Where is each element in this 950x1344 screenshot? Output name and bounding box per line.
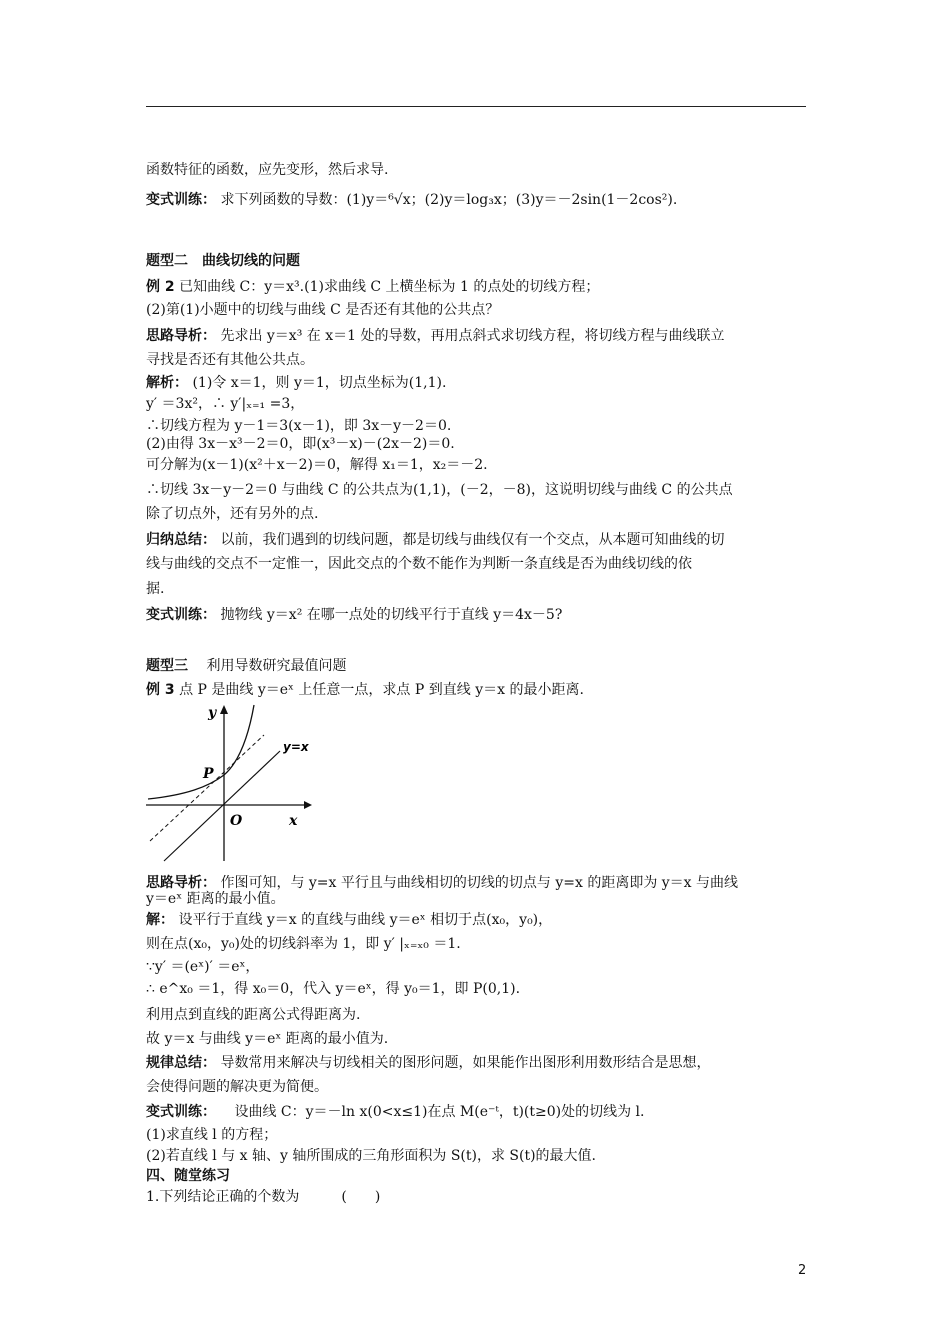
line-text: 会使得问题的解决更为简便。 — [146, 1079, 328, 1095]
page-number: 2 — [798, 1263, 807, 1278]
line-text: 利用导数研究最值问题 — [192, 658, 347, 674]
origin-label: O — [230, 813, 243, 829]
line-label: 变式训练： — [146, 607, 216, 623]
line-label: 变式训练： — [146, 1104, 216, 1120]
text-line — [146, 395, 816, 413]
line-label: 例 2 — [146, 279, 175, 295]
line-text: 设曲线 C：y＝－ln x(0<x≤1)在点 M(e⁻ᵗ，t)(t≥0)处的切线为 l. — [220, 1104, 645, 1120]
text-line — [146, 681, 816, 699]
line-text: ∵y′ ＝(eˣ)′ ＝eˣ， — [146, 959, 260, 975]
line-text: 函数特征的函数，应先变形，然后求导. — [146, 162, 389, 178]
text-line — [146, 374, 816, 392]
line-text: (1)令 x＝1，则 y＝1，切点坐标为(1,1). — [192, 375, 447, 391]
line-text: 据. — [146, 581, 165, 597]
text-line — [146, 351, 816, 369]
line-y-equals-x — [164, 751, 280, 861]
text-line — [146, 1103, 816, 1121]
text-line — [146, 191, 816, 209]
line-text: (2)由得 3x－x³－2＝0，即(x³－x)－(2x－2)＝0. — [146, 436, 455, 452]
text-line — [146, 1167, 816, 1185]
line-label: 思路导析： — [146, 328, 216, 344]
line-text: ∴切线方程为 y－1＝3(x－1)，即 3x－y－2＝0. — [146, 418, 452, 434]
text-line — [146, 327, 816, 345]
y-axis-label: y — [208, 705, 217, 721]
text-line — [146, 278, 816, 296]
line-text: 利用点到直线的距离公式得距离为. — [146, 1007, 361, 1023]
text-line — [146, 1078, 816, 1096]
line-text: (2)第(1)小题中的切线与曲线 C 是否还有其他的公共点？ — [146, 302, 500, 318]
text-line — [146, 161, 816, 179]
line-text: (2)若直线 l 与 x 轴、y 轴所围成的三角形面积为 S(t)，求 S(t)的最大值. — [146, 1148, 596, 1164]
line-text: 先求出 y＝x³ 在 x＝1 处的导数，再用点斜式求切线方程，将切线方程与曲线联立 — [220, 328, 725, 344]
line-label: 归纳总结： — [146, 532, 216, 548]
exp-curve — [148, 705, 254, 799]
text-line — [146, 606, 816, 624]
line-text: ∴切线 3x－y－2＝0 与曲线 C 的公共点为(1,1)，(－2，－8)，这说明切线与曲线 C 的公共点 — [146, 482, 733, 498]
text-line — [146, 958, 816, 976]
x-axis-label: x — [289, 813, 298, 829]
text-line — [146, 417, 816, 435]
line-label: 例 3 — [146, 682, 175, 698]
point-p-label: P — [203, 766, 214, 782]
text-line — [146, 505, 816, 523]
line-text: 则在点(x₀，y₀)处的切线斜率为 1，即 y′ |ₓ₌ₓ₀ ＝1. — [146, 936, 461, 952]
text-line — [146, 935, 816, 953]
text-line — [146, 555, 816, 573]
line-label: 题型二 曲线切线的问题 — [146, 253, 300, 269]
line-text: 点 P 是曲线 y＝eˣ 上任意一点，求点 P 到直线 y＝x 的最小距离. — [179, 682, 584, 698]
line-label: y=x — [283, 740, 309, 754]
line-text: ∴ e^x₀ ＝1，得 x₀＝0，代入 y＝eˣ，得 y₀＝1，即 P(0,1). — [146, 981, 521, 997]
x-axis-arrow-icon — [304, 801, 312, 809]
line-text: 可分解为(x－1)(x²＋x－2)＝0，解得 x₁＝1，x₂＝－2. — [146, 457, 488, 473]
header-rule — [146, 106, 806, 107]
line-text: 抛物线 y＝x² 在哪一点处的切线平行于直线 y＝4x－5? — [220, 607, 563, 623]
line-text: 设平行于直线 y＝x 的直线与曲线 y＝eˣ 相切于点(x₀，y₀)， — [178, 912, 553, 928]
text-line — [146, 911, 816, 929]
line-text: 已知曲线 C：y＝x³.(1)求曲线 C 上横坐标为 1 的点处的切线方程； — [179, 279, 600, 295]
text-line — [146, 1188, 816, 1206]
line-label: 变式训练： — [146, 192, 216, 208]
line-label: 四、随堂练习 — [146, 1168, 230, 1184]
line-text: 除了切点外，还有另外的点. — [146, 506, 319, 522]
line-text: y＝eˣ 距离的最小值。 — [146, 891, 285, 907]
line-text: 求下列函数的导数：(1)y＝⁶√x；(2)y＝log₃x；(3)y＝－2sin(1－2cos²). — [220, 192, 678, 208]
text-line — [146, 1126, 816, 1144]
text-line — [146, 301, 816, 319]
text-line — [146, 1006, 816, 1024]
text-line — [146, 531, 816, 549]
tangent-figure — [146, 701, 326, 866]
text-line — [146, 580, 816, 598]
line-text: 作图可知，与 y=x 平行且与曲线相切的切线的切点与 y=x 的距离即为 y＝x 与曲线 — [220, 875, 739, 891]
line-text: 导数常用来解决与切线相关的图形问题，如果能作出图形利用数形结合是思想， — [220, 1055, 711, 1071]
y-axis-arrow-icon — [220, 705, 228, 714]
text-line — [146, 657, 816, 675]
line-text: (1)求直线 l 的方程； — [146, 1127, 278, 1143]
tangent-dashed-line — [150, 735, 264, 841]
text-line — [146, 1147, 816, 1165]
line-text: 1.下列结论正确的个数为 ( ) — [146, 1189, 381, 1205]
text-line — [146, 481, 816, 499]
line-text: 线与曲线的交点不一定惟一，因此交点的个数不能作为判断一条直线是否为曲线切线的依 — [146, 556, 692, 572]
text-line — [146, 456, 816, 474]
line-label: 思路导析： — [146, 875, 216, 891]
line-label: 题型三 — [146, 658, 188, 674]
text-line — [146, 890, 816, 908]
line-text: 故 y＝x 与曲线 y＝eˣ 距离的最小值为. — [146, 1031, 389, 1047]
text-line — [146, 252, 816, 270]
text-line — [146, 435, 816, 453]
line-text: 以前，我们遇到的切线问题，都是切线与曲线仅有一个交点，从本题可知曲线的切 — [220, 532, 725, 548]
text-line — [146, 1030, 816, 1048]
line-text: 寻找是否还有其他公共点。 — [146, 352, 314, 368]
line-label: 解： — [146, 912, 174, 928]
text-line — [146, 1054, 816, 1072]
line-text: y′ ＝3x²，∴ y′|ₓ₌₁ =3， — [146, 396, 305, 412]
text-line — [146, 980, 816, 998]
line-label: 解析： — [146, 375, 188, 391]
line-label: 规律总结： — [146, 1055, 216, 1071]
